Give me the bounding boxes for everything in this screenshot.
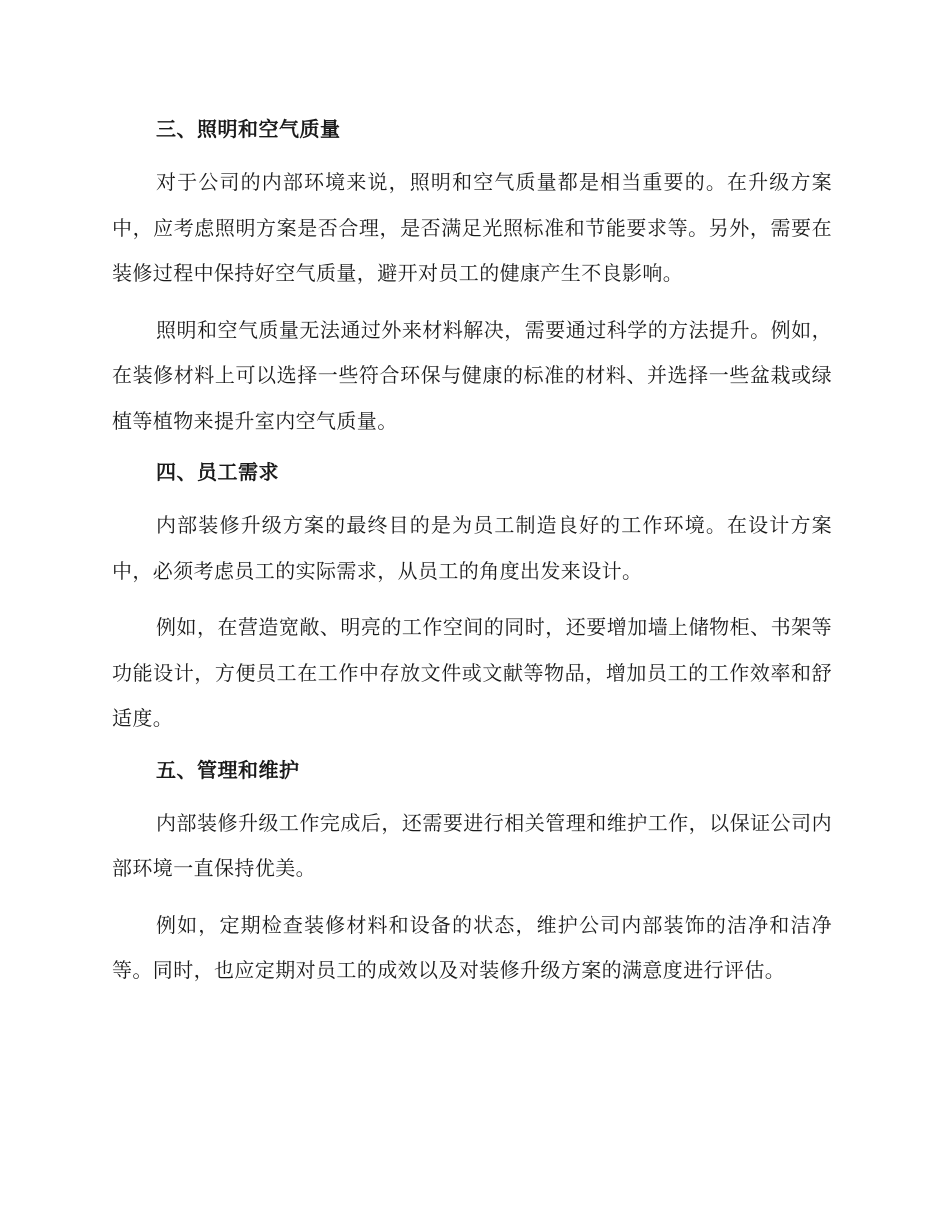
document-page (112, 112, 832, 1005)
section-heading: 四、员工需求 (156, 460, 279, 484)
section-heading: 三、照明和空气质量 (156, 117, 341, 141)
section-management-maintenance (112, 753, 832, 994)
paragraph: 照明和空气质量无法通过外来材料解决，需要通过科学的方法提升。例如，在装修材料上可以选择一些符合环保与健康的标准的材料、并选择一些盆栽或绿植等植物来提升室内空气质量。 (112, 317, 832, 433)
paragraph: 内部装修升级方案的最终目的是为员工制造良好的工作环境。在设计方案中，必须考虑员工的实际需求，从员工的角度出发来设计。 (112, 513, 832, 583)
section-heading: 五、管理和维护 (156, 757, 300, 782)
section-lighting-air (112, 112, 832, 444)
paragraph: 对于公司的内部环境来说，照明和空气质量都是相当重要的。在升级方案中，应考虑照明方案是否合理，是否满足光照标准和节能要求等。另外，需要在装修过程中保持好空气质量，避开对员工的健康产生不良影响。 (112, 170, 832, 285)
paragraph: 内部装修升级工作完成后，还需要进行相关管理和维护工作，以保证公司内部环境一直保持优美。 (112, 810, 832, 880)
paragraph: 例如，在营造宽敞、明亮的工作空间的同时，还要增加墙上储物柜、书架等功能设计，方便员工在工作中存放文件或文献等物品，增加员工的工作效率和舒适度。 (112, 615, 832, 730)
section-employee-needs (112, 455, 832, 742)
paragraph: 例如，定期检查装修材料和设备的状态，维护公司内部装饰的洁净和洁净等。同时，也应定期对员工的成效以及对装修升级方案的满意度进行评估。 (112, 912, 832, 982)
